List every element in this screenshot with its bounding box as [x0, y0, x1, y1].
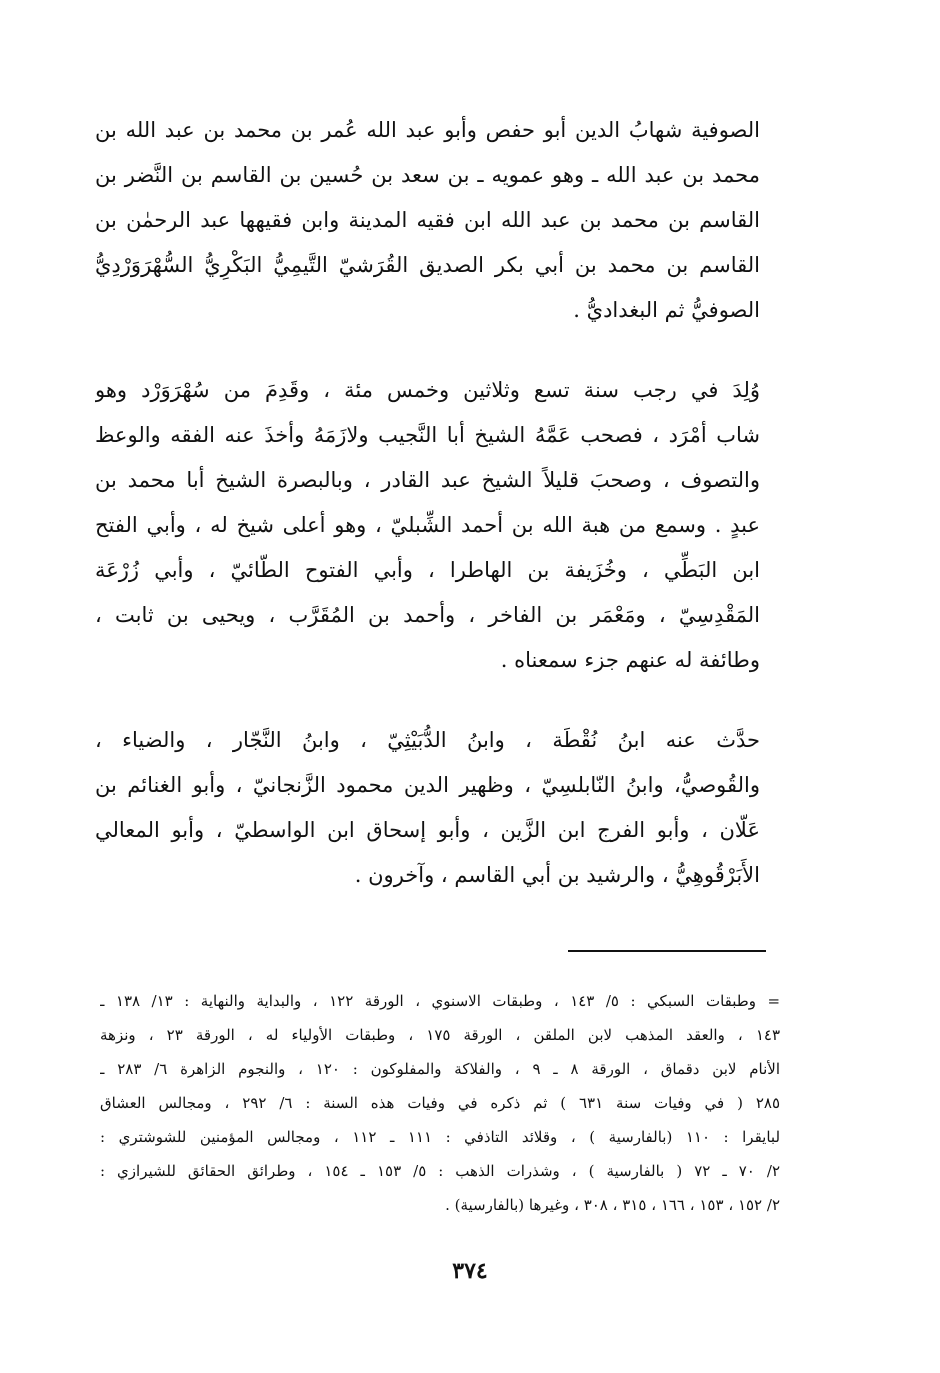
footnote-separator	[568, 950, 766, 952]
footnote-line: ٢/ ١٥٢ ، ١٥٣ ، ١٦٦ ، ٣١٥ ، ٣٠٨ ، وغيرها (بالفارسية) .	[445, 1196, 780, 1214]
footnote-line: الأنام لابن دقماق ، الورقة ٨ ـ ٩ ، والفلاكة والمفلوكون : ١٢٠ ، والنجوم الزاهرة ٦/ ٢٨٣ ـ	[100, 1060, 780, 1078]
footnote-line: ٢/ ٧٠ ـ ٧٢ ( بالفارسية ) ، وشذرات الذهب : ٥/ ١٥٣ ـ ١٥٤ ، وطرائق الحقائق للشيرازي :	[100, 1162, 780, 1180]
text-line: حدَّث عنه ابنُ نُقْطَة ، وابنُ الدُّبَيْثِيّ ، وابنُ النَّجّار ، والضياء ،	[95, 728, 760, 752]
text-line: عبدٍ . وسمع من هبة الله بن أحمد الشِّبليّ ، وهو أعلى شيخ له ، وأبي الفتح	[95, 513, 760, 537]
footnote-line: لبايقرا : ١١٠ (بالفارسية ) ، وقلائد التاذفي : ١١١ ـ ١١٢ ، ومجالس المؤمنين للشوشتري :	[100, 1128, 780, 1146]
text-line: وطائفة له عنهم جزء سمعناه .	[500, 648, 760, 672]
footnote	[100, 984, 780, 1222]
text-line: القاسم بن محمد بن عبد الله ابن فقيه المدينة وابن فقيهها عبد الرحمٰن بن	[95, 208, 760, 232]
text-line: شاب أمْرَد ، فصحب عَمَّهُ الشيخ أبا النَّجيب ولازَمَهُ وأخذَ عنه الفقه والوعظ	[95, 423, 760, 447]
footnote-line: ٢٨٥ ( في وفيات سنة ٦٣١ ) ثم ذكره في وفيات هذه السنة : ٦/ ٢٩٢ ، ومجالس العشاق	[100, 1094, 780, 1112]
text-line: الأَبَرْقُوهِيُّ ، والرشيد بن أبي القاسم ، وآخرون .	[354, 863, 760, 887]
text-line: والتصوف ، وصحبَ قليلاً الشيخ عبد القادر ، وبالبصرة الشيخ أبا محمد بن	[95, 468, 760, 492]
text-line: محمد بن عبد الله ـ وهو عمويه ـ بن سعد بن حُسين بن القاسم بن النَّضر بن	[95, 163, 760, 187]
text-line: وُلِدَ في رجب سنة تسع وثلاثين وخمس مئة ، وقَدِمَ من سُهْرَوَرْد وهو	[95, 378, 760, 402]
paragraph-students	[95, 718, 760, 898]
page-number: ٣٧٤	[452, 1258, 488, 1284]
paragraph-birth-teachers	[95, 368, 760, 683]
text-line: الصوفية شهابُ الدين أبو حفص وأبو عبد الله عُمر بن محمد بن عبد الله بن	[95, 118, 760, 142]
text-line: والقُوصيُّ، وابنُ النّابلسِيّ ، وظهير الدين محمود الزَّنجانيّ ، وأبو الغنائم بن	[95, 773, 760, 797]
text-line: المَقْدِسِيّ ، ومَعْمَر بن الفاخر ، وأحمد بن المُقَرَّب ، ويحيى بن ثابت ،	[95, 603, 760, 627]
text-line: ابن البَطِّي ، وخُزَيفة بن الهاطرا ، وأبي الفتوح الطّائيّ ، وأبي زُرْعَة	[95, 558, 760, 582]
paragraph-biography-name	[95, 108, 760, 333]
text-line: الصوفيُّ ثم البغداديُّ .	[573, 298, 760, 322]
text-line: القاسم بن محمد بن أبي بكر الصديق القُرَشيّ التَّيمِيُّ البَكْرِيُّ السُّهْرَوَرْدِيُّ	[95, 253, 760, 277]
text-line: عَلّان ، وأبو الفرج ابن الزَّين ، وأبو إسحاق ابن الواسطيّ ، وأبو المعالي	[95, 818, 760, 842]
footnote-line: ١٤٣ ، والعقد المذهب لابن الملقن ، الورقة ١٧٥ ، وطبقات الأولياء له ، الورقة ٢٣ ، ونزهة	[100, 1026, 780, 1044]
footnote-line: = وطبقات السبكي : ٥/ ١٤٣ ، وطبقات الاسنوي ، الورقة ١٢٢ ، والبداية والنهاية : ١٣/ ١٣٨ ـ	[100, 992, 780, 1010]
